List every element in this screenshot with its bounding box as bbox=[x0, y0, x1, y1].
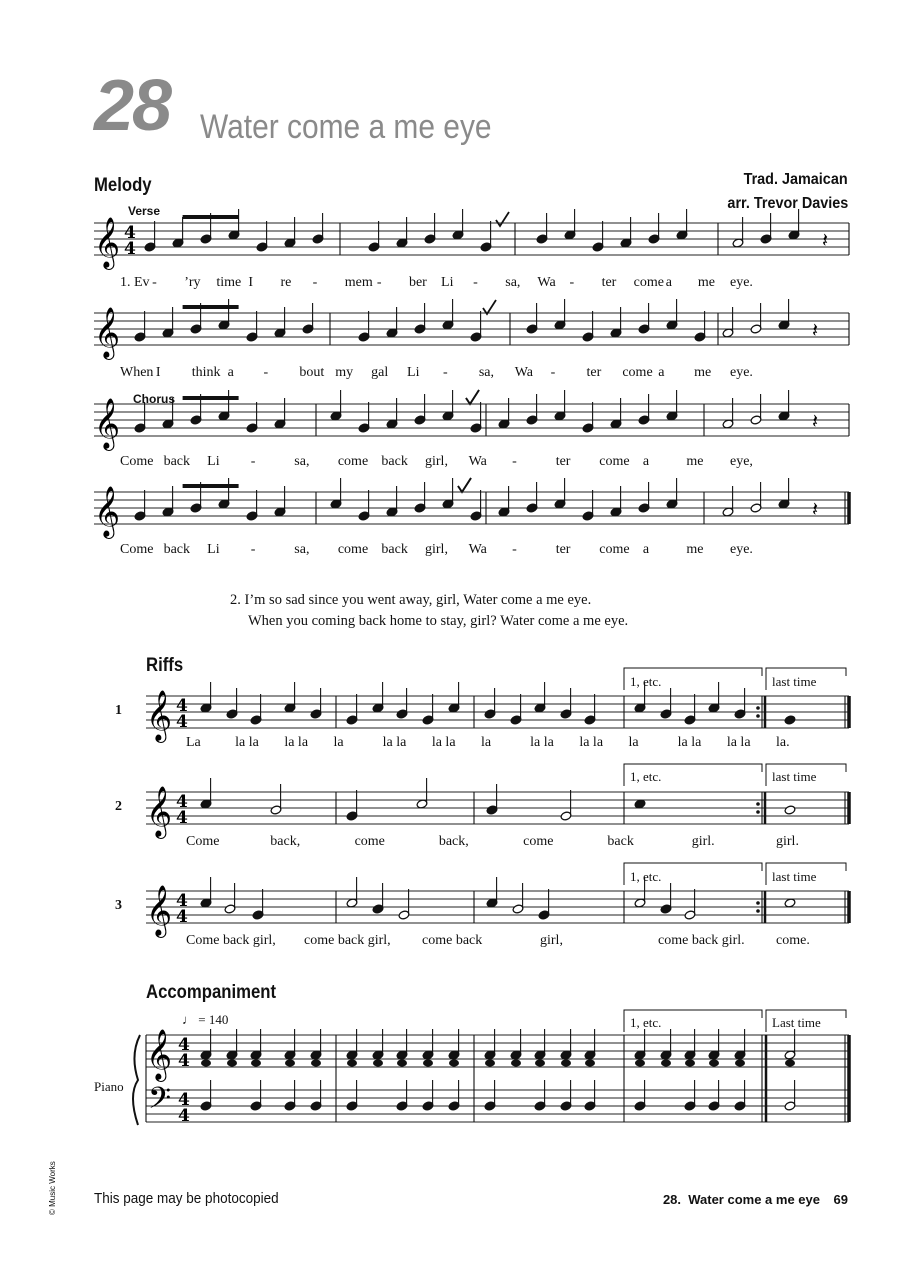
lyric-syllable: la la bbox=[235, 735, 259, 750]
song-title: Water come a me eye bbox=[200, 108, 492, 146]
time-signature-bottom: 4 bbox=[176, 907, 188, 927]
verse2-line1: 2. I’m so sad since you went away, girl, Water come a me eye. bbox=[230, 592, 592, 608]
chord-note bbox=[735, 1059, 745, 1066]
chord-note bbox=[311, 1059, 321, 1066]
quarter-rest: 𝄽 bbox=[812, 497, 819, 521]
chord-note bbox=[661, 1059, 671, 1066]
lyric-syllable: back bbox=[163, 542, 190, 557]
lyric-syllable: 1. Ev bbox=[120, 275, 150, 290]
verse-label: Verse bbox=[128, 204, 161, 218]
lyric-syllable: la bbox=[628, 735, 639, 750]
time-signature-top: 4 bbox=[124, 223, 136, 243]
riff3-volta-last: last time bbox=[772, 869, 817, 884]
treble-clef: 𝄞 bbox=[94, 307, 121, 358]
lyric-syllable: back, bbox=[438, 834, 469, 849]
lyric-syllable: - bbox=[512, 454, 517, 469]
lyric-syllable: girl. bbox=[776, 834, 799, 849]
lyric-syllable: - bbox=[512, 542, 517, 557]
treble-clef: 𝄞 bbox=[146, 885, 173, 936]
lyric-syllable: girl. bbox=[691, 834, 715, 849]
lyric-syllable: Wa bbox=[514, 365, 534, 380]
breath-mark-tick bbox=[483, 300, 496, 314]
chorus-label: Chorus bbox=[133, 392, 175, 406]
chord-note bbox=[373, 1059, 383, 1066]
photocopy-notice: This page may be photocopied bbox=[94, 1190, 279, 1207]
time-signature-bottom: 4 bbox=[124, 239, 136, 259]
page-number: 69 bbox=[833, 1192, 848, 1207]
lyric-syllable: a bbox=[642, 542, 650, 557]
quarter-note bbox=[784, 715, 796, 725]
lyric-syllable: sa, bbox=[505, 275, 521, 290]
chord-note bbox=[709, 1059, 719, 1066]
chord-note bbox=[227, 1059, 237, 1066]
treble-clef: 𝄞 bbox=[94, 486, 121, 537]
repeat-dot bbox=[756, 802, 760, 806]
treble-clef: 𝄞 bbox=[146, 690, 173, 741]
chord-note bbox=[285, 1059, 295, 1066]
riff-number-3: 3 bbox=[115, 898, 122, 913]
lyric-syllable: a bbox=[658, 365, 665, 380]
riff2-volta-first: 1, etc. bbox=[630, 769, 662, 784]
lyric-syllable: bout bbox=[299, 365, 325, 380]
lyric-syllable: girl, bbox=[425, 454, 448, 469]
riff3-volta-first: 1, etc. bbox=[630, 869, 662, 884]
breath-mark-tick bbox=[466, 390, 479, 404]
lyric-syllable: - bbox=[250, 454, 256, 469]
breath-mark-tick bbox=[458, 478, 471, 492]
chord-note bbox=[251, 1059, 261, 1066]
lyric-syllable: I bbox=[248, 275, 254, 290]
lyric-syllable: la bbox=[333, 735, 344, 750]
lyric-syllable: la la bbox=[431, 735, 456, 750]
lyric-syllable: back, bbox=[270, 834, 301, 849]
lyric-syllable: girl, bbox=[425, 542, 448, 557]
time-signature-bottom: 4 bbox=[176, 808, 188, 828]
lyric-syllable: Li bbox=[441, 275, 454, 290]
lyric-syllable: back bbox=[381, 454, 408, 469]
copyright-notice: © Music Works bbox=[48, 1161, 57, 1215]
lyric-syllable: ter bbox=[586, 365, 602, 380]
riff-number-1: 1 bbox=[115, 703, 122, 718]
lyric-syllable: eye. bbox=[730, 275, 753, 290]
lyric-syllable: come bbox=[337, 542, 369, 557]
lyric-syllable: la la bbox=[579, 735, 604, 750]
lyric-syllable: think bbox=[191, 365, 221, 380]
lyric-syllable: la la bbox=[726, 735, 751, 750]
lyric-syllable: sa, bbox=[478, 365, 494, 380]
lyric-syllable: come bbox=[599, 542, 630, 557]
lyric-syllable: come bbox=[633, 275, 664, 290]
lyric-syllable: Come back girl, bbox=[186, 933, 276, 948]
lyric-syllable: gal bbox=[371, 365, 389, 380]
chord-note bbox=[485, 1059, 495, 1066]
song-number: 28 bbox=[94, 66, 171, 146]
chord-note bbox=[511, 1059, 521, 1066]
lyric-syllable: la la bbox=[382, 735, 407, 750]
repeat-dot bbox=[756, 714, 760, 718]
credit-arranger: arr. Trevor Davies bbox=[727, 195, 848, 212]
accompaniment-heading: Accompaniment bbox=[146, 982, 277, 1003]
quarter-rest: 𝄽 bbox=[812, 409, 819, 433]
lyric-syllable: Wa bbox=[468, 454, 487, 469]
melody-heading: Melody bbox=[94, 175, 152, 196]
lyric-syllable: Wa bbox=[537, 275, 556, 290]
lyric-syllable: back bbox=[607, 834, 634, 849]
instrument-label: Piano bbox=[94, 1079, 124, 1094]
lyric-syllable: Come bbox=[120, 542, 154, 557]
treble-clef: 𝄞 bbox=[146, 786, 173, 837]
riffs-heading: Riffs bbox=[146, 655, 184, 676]
repeat-dot bbox=[756, 909, 760, 913]
lyric-syllable: Wa bbox=[468, 542, 487, 557]
riff1-volta-last: last time bbox=[772, 674, 817, 689]
time-signature-bottom: 4 bbox=[178, 1051, 190, 1071]
lyric-syllable: - bbox=[312, 275, 318, 290]
lyric-syllable: a bbox=[227, 365, 234, 380]
chord-note bbox=[635, 1059, 645, 1066]
lyric-syllable: sa, bbox=[294, 454, 310, 469]
chord-note bbox=[397, 1059, 407, 1066]
repeat-dot bbox=[756, 810, 760, 814]
tempo-marking: ♩ = 140 bbox=[182, 1012, 229, 1027]
lyric-syllable: Come bbox=[186, 834, 220, 849]
lyric-syllable: - bbox=[569, 275, 575, 290]
lyric-syllable: eye, bbox=[730, 454, 753, 469]
treble-clef: 𝄞 bbox=[94, 398, 121, 449]
lyric-syllable: la la bbox=[530, 735, 554, 750]
lyric-syllable: Li bbox=[207, 542, 220, 557]
chord-note bbox=[347, 1059, 357, 1066]
lyric-syllable: ter bbox=[601, 275, 617, 290]
time-signature-top: 4 bbox=[176, 792, 188, 812]
lyric-syllable: la la bbox=[677, 735, 702, 750]
lyric-syllable: La bbox=[186, 735, 201, 750]
riff1-volta-first: 1, etc. bbox=[630, 674, 662, 689]
lyric-syllable: me bbox=[686, 542, 704, 557]
accomp-volta-first: 1, etc. bbox=[630, 1015, 662, 1030]
lyric-syllable: a bbox=[665, 275, 672, 290]
chord-note bbox=[585, 1059, 595, 1066]
time-signature-top: 4 bbox=[176, 891, 188, 911]
lyric-syllable: back bbox=[163, 454, 190, 469]
lyric-syllable: mem bbox=[344, 275, 373, 290]
lyric-syllable: come back girl, bbox=[304, 933, 391, 948]
lyric-syllable: a bbox=[642, 454, 650, 469]
lyric-syllable: time bbox=[216, 275, 242, 290]
lyric-syllable: come back girl. bbox=[658, 933, 745, 948]
lyric-syllable: I bbox=[155, 365, 161, 380]
repeat-dot bbox=[756, 706, 760, 710]
lyric-syllable: - bbox=[376, 275, 382, 290]
lyric-syllable: my bbox=[335, 365, 354, 380]
lyric-syllable: come bbox=[523, 834, 554, 849]
lyric-syllable: - bbox=[550, 365, 556, 380]
bass-clef: 𝄢 bbox=[148, 1082, 172, 1123]
lyric-syllable: me bbox=[697, 275, 715, 290]
treble-clef: 𝄞 bbox=[94, 217, 121, 268]
lyric-syllable: - bbox=[263, 365, 269, 380]
lyric-syllable: Li bbox=[207, 454, 220, 469]
quarter-rest: 𝄽 bbox=[812, 318, 819, 342]
credit-trad: Trad. Jamaican bbox=[743, 171, 848, 188]
time-signature-bottom: 4 bbox=[178, 1106, 190, 1126]
lyric-syllable: eye. bbox=[730, 542, 753, 557]
chord-note bbox=[449, 1059, 459, 1066]
lyric-syllable: - bbox=[473, 275, 478, 290]
footer-title: 28. Water come a me eye bbox=[662, 1192, 820, 1207]
chord-note bbox=[685, 1059, 695, 1066]
lyric-syllable: girl, bbox=[540, 933, 563, 948]
chord-note bbox=[785, 1059, 795, 1066]
lyric-syllable: ’ry bbox=[184, 275, 201, 290]
lyric-syllable: - bbox=[250, 542, 256, 557]
lyric-syllable: Come bbox=[120, 454, 154, 469]
lyric-syllable: come bbox=[337, 454, 369, 469]
lyric-syllable: sa, bbox=[294, 542, 310, 557]
lyric-syllable: come bbox=[622, 365, 653, 380]
lyric-syllable: - bbox=[442, 365, 448, 380]
lyric-syllable: Li bbox=[407, 365, 420, 380]
quarter-rest: 𝄽 bbox=[822, 228, 829, 252]
lyric-syllable: When bbox=[120, 365, 154, 380]
piano-brace bbox=[133, 1035, 140, 1125]
lyric-syllable: come. bbox=[776, 933, 810, 948]
lyric-syllable: re bbox=[280, 275, 292, 290]
lyric-syllable: come bbox=[354, 834, 385, 849]
lyric-syllable: ber bbox=[408, 275, 427, 290]
lyric-syllable: - bbox=[152, 275, 157, 290]
lyric-syllable: ter bbox=[555, 454, 571, 469]
verse2-line2: When you coming back home to stay, girl? Water come a me eye. bbox=[248, 613, 629, 629]
riff2-volta-last: last time bbox=[772, 769, 817, 784]
chord-note bbox=[561, 1059, 571, 1066]
lyric-syllable: back bbox=[381, 542, 408, 557]
lyric-syllable: ter bbox=[555, 542, 571, 557]
time-signature-top: 4 bbox=[176, 696, 188, 716]
half-note bbox=[784, 805, 796, 815]
time-signature-top: 4 bbox=[178, 1090, 190, 1110]
time-signature-bottom: 4 bbox=[176, 712, 188, 732]
lyric-syllable: come back bbox=[422, 933, 483, 948]
piano-treble-clef: 𝄞 bbox=[146, 1029, 173, 1080]
breath-mark-tick bbox=[496, 212, 509, 226]
lyric-syllable: come bbox=[599, 454, 630, 469]
repeat-dot bbox=[756, 901, 760, 905]
riff-number-2: 2 bbox=[115, 799, 122, 814]
chord-note bbox=[423, 1059, 433, 1066]
accomp-volta-last: Last time bbox=[772, 1015, 821, 1030]
chord-note bbox=[201, 1059, 211, 1066]
lyric-syllable: la bbox=[481, 735, 492, 750]
time-signature-top: 4 bbox=[178, 1035, 190, 1055]
lyric-syllable: me bbox=[686, 454, 704, 469]
lyric-syllable: la la bbox=[284, 735, 309, 750]
lyric-syllable: la. bbox=[776, 735, 790, 750]
chord-note bbox=[535, 1059, 545, 1066]
lyric-syllable: eye. bbox=[730, 365, 753, 380]
lyric-syllable: me bbox=[694, 365, 712, 380]
